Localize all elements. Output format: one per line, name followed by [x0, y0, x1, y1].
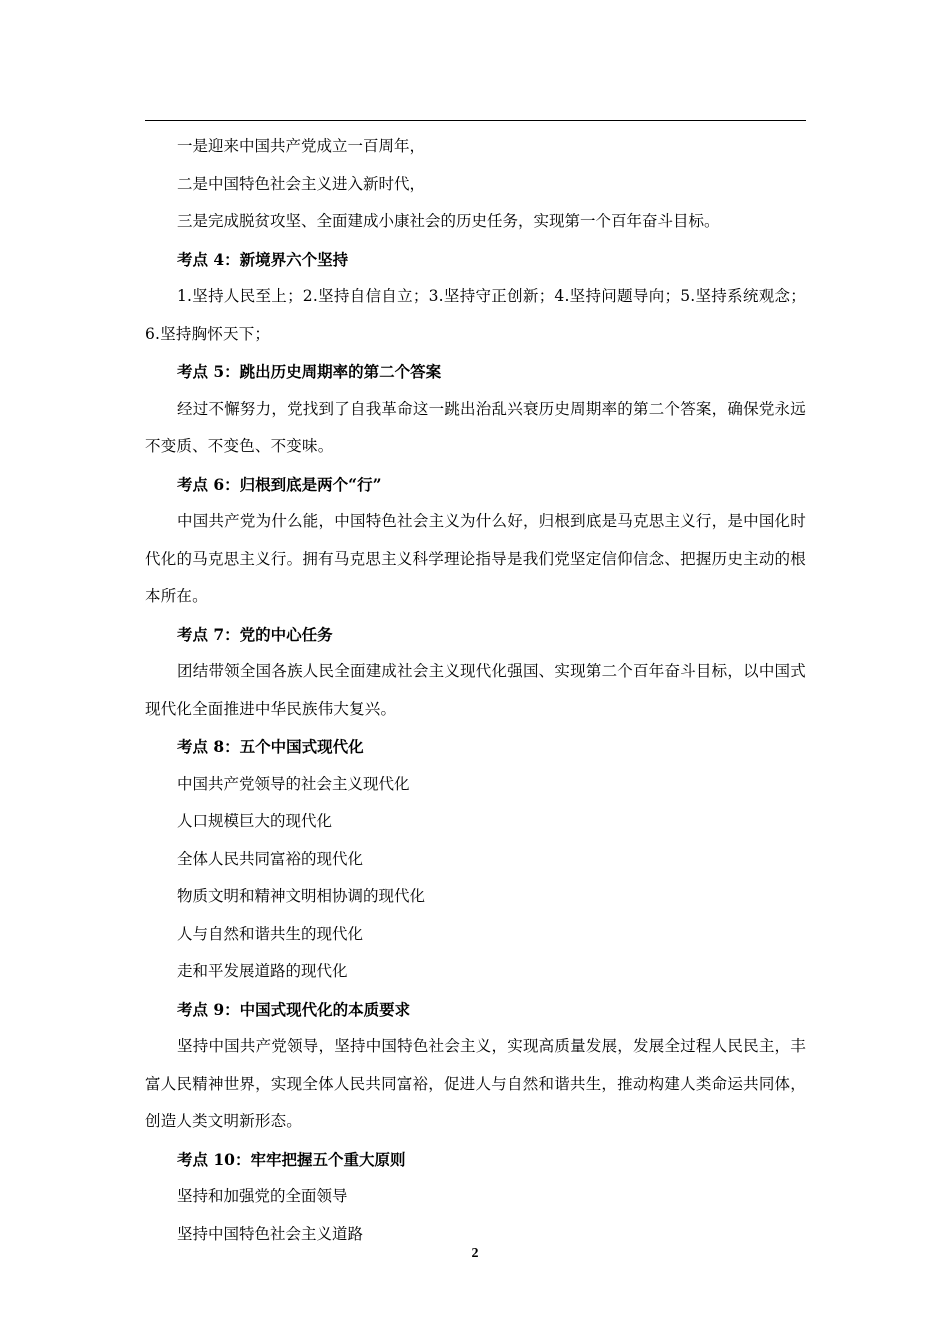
list-item: 坚持和加强党的全面领导 [177, 1187, 348, 1205]
list-item: 物质文明和精神文明相协调的现代化 [177, 887, 426, 905]
section-body: 1.坚持人民至上；2.坚持自信自立；3.坚持守正创新；4.坚持问题导向；5.坚持系统观念；6.坚持胸怀天下； [145, 287, 806, 343]
section-heading: 考点 7：党的中心任务 [177, 624, 333, 644]
list-item: 中国共产党领导的社会主义现代化 [177, 774, 410, 793]
header-rule [145, 120, 806, 121]
list-item: 人与自然和谐共生的现代化 [177, 924, 364, 943]
section-heading: 考点 10：牢牢把握五个重大原则 [177, 1149, 406, 1169]
section-heading: 考点 5：跳出历史周期率的第二个答案 [177, 362, 442, 381]
paragraph-line: 三是完成脱贫攻坚、全面建成小康社会的历史任务，实现第一个百年奋斗目标。 [177, 212, 720, 230]
list-item: 走和平发展道路的现代化 [177, 962, 348, 980]
document-body [145, 128, 806, 1253]
section-body: 坚持中国共产党领导，坚持中国特色社会主义，实现高质量发展，发展全过程人民民主，丰富人民精神世界，实现全体人民共同富裕，促进人与自然和谐共生，推动构建人类命运共同体，创造人类文明新形态。 [145, 1037, 806, 1130]
section-body: 团结带领全国各族人民全面建成社会主义现代化强国、实现第二个百年奋斗目标，以中国式现代化全面推进中华民族伟大复兴。 [145, 662, 806, 718]
paragraph-line: 一是迎来中国共产党成立一百周年， [177, 137, 426, 155]
list-item: 人口规模巨大的现代化 [177, 812, 333, 830]
section-heading: 考点 9：中国式现代化的本质要求 [177, 999, 411, 1019]
section-heading: 考点 4：新境界六个坚持 [177, 249, 349, 269]
section-body: 中国共产党为什么能，中国特色社会主义为什么好，归根到底是马克思主义行，是中国化时代化的马克思主义行。拥有马克思主义科学理论指导是我们党坚定信仰信念、把握历史主动的根本所在。 [145, 512, 806, 605]
section-heading: 考点 6：归根到底是两个“行” [177, 474, 382, 494]
list-item: 坚持中国特色社会主义道路 [177, 1224, 364, 1243]
section-heading: 考点 8：五个中国式现代化 [177, 737, 364, 756]
page-number: 2 [471, 1246, 479, 1261]
paragraph-line: 二是中国特色社会主义进入新时代， [177, 174, 426, 193]
list-item: 全体人民共同富裕的现代化 [177, 849, 364, 868]
section-body: 经过不懈努力，党找到了自我革命这一跳出治乱兴衰历史周期率的第二个答案，确保党永远不变质、不变色、不变味。 [145, 399, 806, 455]
